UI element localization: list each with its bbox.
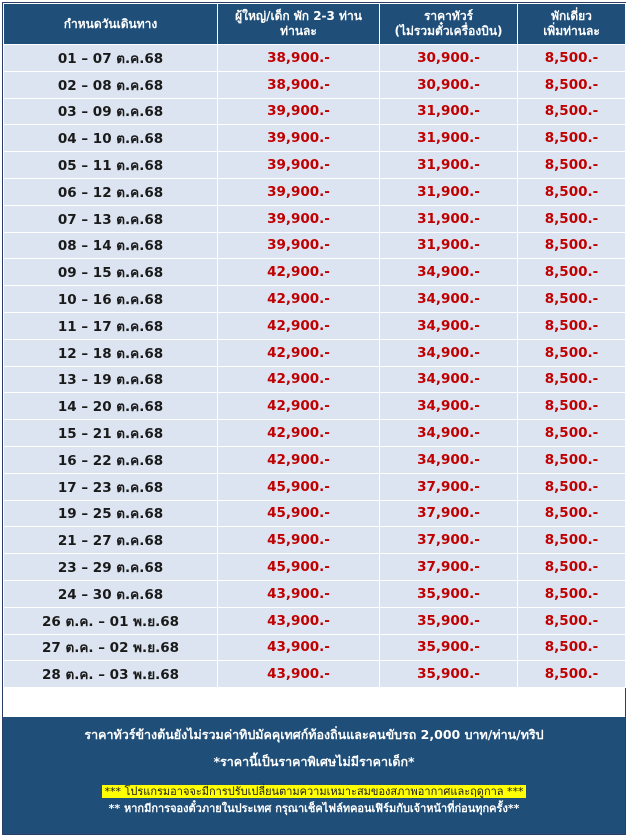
travel-date-cell: 07 – 13 ต.ค.68 [4, 205, 218, 232]
land-price-cell: 35,900.- [380, 661, 518, 688]
travel-date-cell: 21 – 27 ต.ค.68 [4, 527, 218, 554]
land-price-cell: 34,900.- [380, 446, 518, 473]
table-header-row [4, 4, 626, 45]
footer-special-price-note: *ราคานี้เป็นราคาพิเศษไม่มีราคาเด็ก* [213, 754, 415, 769]
single-supplement-cell: 8,500.- [518, 232, 626, 259]
single-supplement-cell: 8,500.- [518, 339, 626, 366]
adult-price-cell: 39,900.- [218, 232, 380, 259]
land-price-cell: 34,900.- [380, 393, 518, 420]
table-row [4, 554, 626, 581]
travel-date-cell: 27 ต.ค. – 02 พ.ย.68 [4, 634, 218, 661]
footer-tip-note: ราคาทัวร์ข้างต้นยังไม่รวมค่าทิปมัคคุเทศก์ท้องถิ่นและคนขับรถ 2,000 บาท/ท่าน/ทริป [84, 727, 544, 742]
single-supplement-cell: 8,500.- [518, 473, 626, 500]
single-supplement-cell: 8,500.- [518, 45, 626, 72]
adult-price-cell: 42,900.- [218, 312, 380, 339]
adult-price-cell: 43,900.- [218, 661, 380, 688]
land-price-cell: 37,900.- [380, 473, 518, 500]
table-row [4, 339, 626, 366]
single-supplement-cell: 8,500.- [518, 527, 626, 554]
adult-price-cell: 42,900.- [218, 286, 380, 313]
land-price-cell: 37,900.- [380, 527, 518, 554]
table-row [4, 473, 626, 500]
table-row [4, 98, 626, 125]
table-row [4, 661, 626, 688]
adult-price-cell: 42,900.- [218, 366, 380, 393]
adult-price-cell: 43,900.- [218, 607, 380, 634]
land-price-cell: 31,900.- [380, 98, 518, 125]
adult-price-cell: 38,900.- [218, 71, 380, 98]
travel-date-cell: 17 – 23 ต.ค.68 [4, 473, 218, 500]
single-supplement-cell: 8,500.- [518, 580, 626, 607]
price-table [3, 3, 626, 688]
single-supplement-cell: 8,500.- [518, 661, 626, 688]
single-supplement-cell: 8,500.- [518, 446, 626, 473]
adult-price-cell: 43,900.- [218, 634, 380, 661]
header-adult-line1: ผู้ใหญ่/เด็ก พัก 2-3 ท่าน [235, 9, 362, 23]
table-row [4, 580, 626, 607]
single-supplement-cell: 8,500.- [518, 205, 626, 232]
table-row [4, 178, 626, 205]
adult-price-cell: 42,900.- [218, 420, 380, 447]
single-supplement-cell: 8,500.- [518, 152, 626, 179]
travel-date-cell: 01 – 07 ต.ค.68 [4, 45, 218, 72]
adult-price-cell: 42,900.- [218, 446, 380, 473]
travel-date-cell: 19 – 25 ต.ค.68 [4, 500, 218, 527]
header-land-price [380, 4, 518, 45]
single-supplement-cell: 8,500.- [518, 178, 626, 205]
table-row [4, 259, 626, 286]
header-single-supplement [518, 4, 626, 45]
travel-date-cell: 05 – 11 ต.ค.68 [4, 152, 218, 179]
adult-price-cell: 45,900.- [218, 554, 380, 581]
land-price-cell: 31,900.- [380, 205, 518, 232]
adult-price-cell: 45,900.- [218, 527, 380, 554]
travel-date-cell: 12 – 18 ต.ค.68 [4, 339, 218, 366]
travel-date-cell: 28 ต.ค. – 03 พ.ย.68 [4, 661, 218, 688]
adult-price-cell: 42,900.- [218, 259, 380, 286]
travel-date-cell: 10 – 16 ต.ค.68 [4, 286, 218, 313]
table-row [4, 205, 626, 232]
land-price-cell: 35,900.- [380, 634, 518, 661]
travel-date-cell: 08 – 14 ต.ค.68 [4, 232, 218, 259]
header-travel-date-label: กำหนดวันเดินทาง [63, 16, 158, 31]
adult-price-cell: 38,900.- [218, 45, 380, 72]
header-land-line2: (ไม่รวมตั๋วเครื่องบิน) [394, 24, 503, 38]
table-row [4, 71, 626, 98]
land-price-cell: 34,900.- [380, 286, 518, 313]
adult-price-cell: 42,900.- [218, 393, 380, 420]
table-row [4, 232, 626, 259]
header-land-line1: ราคาทัวร์ [423, 9, 474, 23]
table-row [4, 607, 626, 634]
travel-date-cell: 15 – 21 ต.ค.68 [4, 420, 218, 447]
travel-date-cell: 16 – 22 ต.ค.68 [4, 446, 218, 473]
footer-notes [3, 717, 625, 834]
travel-date-cell: 11 – 17 ต.ค.68 [4, 312, 218, 339]
adult-price-cell: 39,900.- [218, 125, 380, 152]
adult-price-cell: 45,900.- [218, 500, 380, 527]
table-row [4, 393, 626, 420]
land-price-cell: 34,900.- [380, 339, 518, 366]
single-supplement-cell: 8,500.- [518, 420, 626, 447]
footer-program-change-note [3, 782, 625, 800]
single-supplement-cell: 8,500.- [518, 125, 626, 152]
single-supplement-cell: 8,500.- [518, 98, 626, 125]
single-supplement-cell: 8,500.- [518, 554, 626, 581]
travel-date-cell: 09 – 15 ต.ค.68 [4, 259, 218, 286]
land-price-cell: 34,900.- [380, 366, 518, 393]
single-supplement-cell: 8,500.- [518, 259, 626, 286]
land-price-cell: 31,900.- [380, 178, 518, 205]
land-price-cell: 31,900.- [380, 232, 518, 259]
header-single-line1: พักเดี่ยว [551, 9, 592, 23]
header-adult-price [218, 4, 380, 45]
travel-date-cell: 02 – 08 ต.ค.68 [4, 71, 218, 98]
table-row [4, 500, 626, 527]
adult-price-cell: 43,900.- [218, 580, 380, 607]
single-supplement-cell: 8,500.- [518, 71, 626, 98]
single-supplement-cell: 8,500.- [518, 286, 626, 313]
land-price-cell: 37,900.- [380, 554, 518, 581]
header-travel-date [4, 4, 218, 45]
table-row [4, 446, 626, 473]
land-price-cell: 35,900.- [380, 580, 518, 607]
footer-domestic-ticket-note: ** หากมีการจองตั๋วภายในประเทศ กรุณาเช็คไฟล์ทคอนเฟิร์มกับเจ้าหน้าที่ก่อนทุกครั้ง** [108, 802, 520, 815]
land-price-cell: 35,900.- [380, 607, 518, 634]
travel-date-cell: 13 – 19 ต.ค.68 [4, 366, 218, 393]
table-row [4, 125, 626, 152]
table-row [4, 634, 626, 661]
travel-date-cell: 23 – 29 ต.ค.68 [4, 554, 218, 581]
table-row [4, 152, 626, 179]
table-row [4, 312, 626, 339]
single-supplement-cell: 8,500.- [518, 634, 626, 661]
travel-date-cell: 26 ต.ค. – 01 พ.ย.68 [4, 607, 218, 634]
land-price-cell: 34,900.- [380, 420, 518, 447]
header-adult-line2: ท่านละ [280, 24, 317, 38]
travel-date-cell: 04 – 10 ต.ค.68 [4, 125, 218, 152]
land-price-cell: 37,900.- [380, 500, 518, 527]
single-supplement-cell: 8,500.- [518, 393, 626, 420]
travel-date-cell: 03 – 09 ต.ค.68 [4, 98, 218, 125]
table-row [4, 45, 626, 72]
price-table-body [4, 45, 626, 688]
adult-price-cell: 39,900.- [218, 205, 380, 232]
land-price-cell: 30,900.- [380, 71, 518, 98]
header-single-line2: เพิ่มท่านละ [543, 24, 600, 38]
single-supplement-cell: 8,500.- [518, 366, 626, 393]
table-row [4, 420, 626, 447]
adult-price-cell: 39,900.- [218, 98, 380, 125]
land-price-cell: 34,900.- [380, 259, 518, 286]
adult-price-cell: 39,900.- [218, 178, 380, 205]
land-price-cell: 31,900.- [380, 125, 518, 152]
footer-program-change-text: *** โปรแกรมอาจจะมีการปรับเปลี่ยนตามความเหมาะสมของสภาพอากาศและฤดูกาล *** [104, 785, 524, 798]
adult-price-cell: 42,900.- [218, 339, 380, 366]
land-price-cell: 34,900.- [380, 312, 518, 339]
travel-date-cell: 06 – 12 ต.ค.68 [4, 178, 218, 205]
travel-date-cell: 24 – 30 ต.ค.68 [4, 580, 218, 607]
single-supplement-cell: 8,500.- [518, 312, 626, 339]
travel-date-cell: 14 – 20 ต.ค.68 [4, 393, 218, 420]
land-price-cell: 31,900.- [380, 152, 518, 179]
adult-price-cell: 45,900.- [218, 473, 380, 500]
single-supplement-cell: 8,500.- [518, 607, 626, 634]
land-price-cell: 30,900.- [380, 45, 518, 72]
adult-price-cell: 39,900.- [218, 152, 380, 179]
table-row [4, 366, 626, 393]
table-row [4, 527, 626, 554]
single-supplement-cell: 8,500.- [518, 500, 626, 527]
table-row [4, 286, 626, 313]
